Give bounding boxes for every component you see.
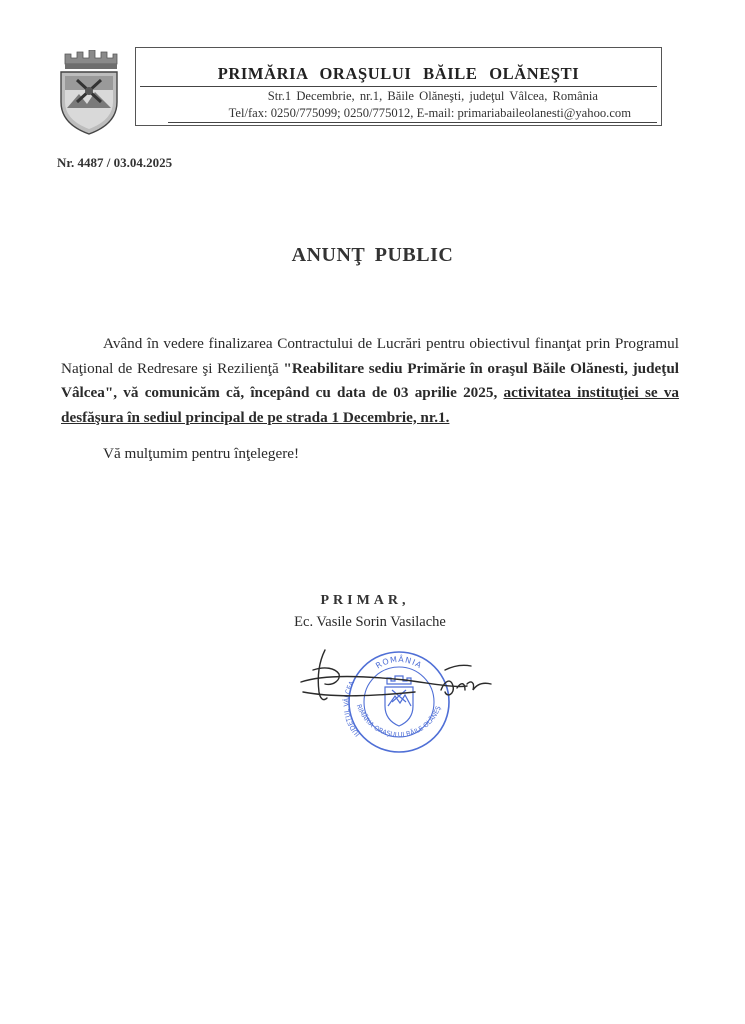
registration-number: Nr. 4487 / 03.04.2025: [57, 155, 173, 170]
document-title: ANUNŢ PUBLIC: [291, 244, 454, 266]
paragraph-intro: Având în vedere finalizarea Contractului de Lucrări pentru obiectivul finanţat prin Programul Naţional de Redresare şi Rezilienţă: [61, 335, 679, 377]
signatory-name: Ec. Vasile Sorin Vasilache: [294, 614, 446, 630]
header-divider-bottom: [168, 122, 657, 123]
project-name: "Reabilitare sediu Primărie în oraşul Băile Olănesti, judeţul Vâlcea": [61, 359, 680, 401]
stamp-left-text: JUDEŢUL VÂLCEA: [342, 679, 362, 739]
signatory-role: PRIMAR,: [320, 593, 410, 608]
stamp-top-text: ROMÂNIA: [374, 654, 424, 671]
stamp-bottom-text: RIMĂRIA ORAŞULUI BĂILE OLĂNEŞ: [354, 703, 443, 739]
coat-of-arms-icon: [57, 50, 121, 136]
paragraph-date: , vă comunicăm că, începând cu data de 03 aprilie 2025,: [113, 384, 498, 401]
announcement-body: [61, 332, 679, 467]
address-line: Str.1 Decembrie, nr.1, Băile Olăneşti, judeţul Vâlcea, România: [267, 89, 598, 103]
institution-name: PRIMĂRIA ORAŞULUI BĂILE OLĂNEŞTI: [217, 64, 580, 83]
contact-line: Tel/fax: 0250/775099; 0250/775012, E-mail: primariabaileolanesti@yahoo.com: [228, 106, 631, 120]
letterhead: [135, 47, 662, 126]
official-stamp-icon: [295, 640, 505, 755]
header-divider: [140, 86, 657, 87]
announcement-paragraph: [61, 332, 679, 430]
svg-text:PRIMĂRIA ORAŞULUI BĂILE OLĂNEŞ: [295, 640, 443, 739]
activity-location: activitatea instituţiei se va desfăşura în sediul principal de pe strada 1 Decembrie, nr.1.: [61, 384, 680, 426]
thanks-line: Vă mulţumim pentru înţelegere!: [103, 445, 300, 462]
